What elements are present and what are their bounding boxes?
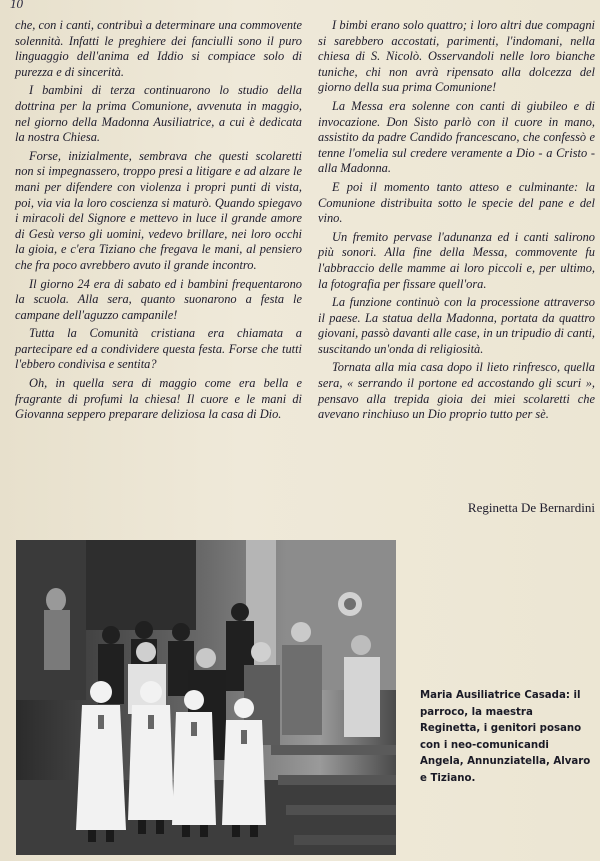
right-paragraph-3: E poi il momento tanto atteso e culminante: la Comunione distribuita sotto le specie del pane e del vino. xyxy=(318,179,595,226)
page-number: 10 xyxy=(10,0,23,11)
right-column xyxy=(318,18,595,426)
photo-caption: Maria Ausiliatrice Casada: il parroco, la maestra Reginetta, i genitori posano con i neo-comunicandi Angela, Annunziatella, Alvaro e Tiziano. xyxy=(420,690,591,784)
group-photo-illustration xyxy=(16,540,396,855)
left-paragraph-1: che, con i canti, contribuì a determinare una commovente solennità. Infatti le preghiere dei fanciulli sono il puro linguaggio dell'anima ed Iddio si compiace solo di purezza e di sincerità. xyxy=(15,18,302,79)
right-paragraph-5: La funzione continuò con la processione attraverso il paese. La statua della Madonna, portata da quattro giovani, passò davanti alle case, in un tripudio di canti, suscitando un'onda di religiosità. xyxy=(318,295,595,356)
group-photo xyxy=(16,540,396,855)
left-paragraph-2: I bambini di terza continuarono lo studio della dottrina per la prima Comunione, avvenuta in maggio, nel giorno della Madonna Ausiliatrice, a cui è dedicata la nostra Chiesa. xyxy=(15,83,302,145)
right-paragraph-2: La Messa era solenne con canti di giubileo e di invocazione. Don Sisto parlò con il cuore in mano, assistito da padre Candido francescano, che confessò e tenne l'omelia sul credere veramente a Dio - a Cristo - alla Madonna. xyxy=(318,98,595,176)
left-paragraph-3: Forse, inizialmente, sembrava che questi scolaretti non si impegnassero, troppo presi a litigare e ad alzare le mani per difendere con violenza i propri punti di vista, poi, via via la loro coscienza si maturò. Quando spiegavo i miracoli del Signore e mettevo in luce il grande amore di Gesù verso gli uomini, vedevo brillare, nei loro occhi la gioia, e c'era Tiziano che fregava le mani, al pensiero che fra poco avrebbero avuto il grande incontro. xyxy=(15,148,302,272)
right-paragraph-1: I bimbi erano solo quattro; i loro altri due compagni si sarebbero accostati, parimenti, l'indomani, nella chiesa di S. Nicolò. Osservandoli nelle loro bianche tuniche, chi non avrà ripensato alla dolcezza del giorno della sua prima Comunione! xyxy=(318,18,595,95)
right-paragraph-6: Tornata alla mia casa dopo il lieto rinfresco, quella sera, « serrando il portone ed accostando gli scuri », pensavo alla trepida gioia dei miei scolaretti che avevano rinchiuso un Dio proprio tutto per sè. xyxy=(318,360,595,422)
left-paragraph-5: Tutta la Comunità cristiana era chiamata a partecipare ed a condividere questa festa. Forse che tutti l'ebbero condivisa e sentita? xyxy=(15,326,302,372)
left-paragraph-6: Oh, in quella sera di maggio come era bella e fragrante di profumi la chiesa! Il cuore e le mani di Giovanna seppero preparare deliziosa la casa di Dio. xyxy=(15,376,302,422)
right-paragraph-4: Un fremito pervase l'adunanza ed i canti salirono più sonori. Alla fine della Messa, commovente fu l'abbraccio delle mamme ai loro piccoli e, per ultimo, la fotografia per fissare quell'ora. xyxy=(318,229,595,291)
author-signature: Reginetta De Bernardini xyxy=(467,500,595,515)
left-column xyxy=(15,18,302,426)
left-paragraph-4: Il giorno 24 era di sabato ed i bambini frequentarono la scuola. Alla sera, quanto suonarono a festa le campane dell'aguzzo campanile! xyxy=(15,276,302,322)
